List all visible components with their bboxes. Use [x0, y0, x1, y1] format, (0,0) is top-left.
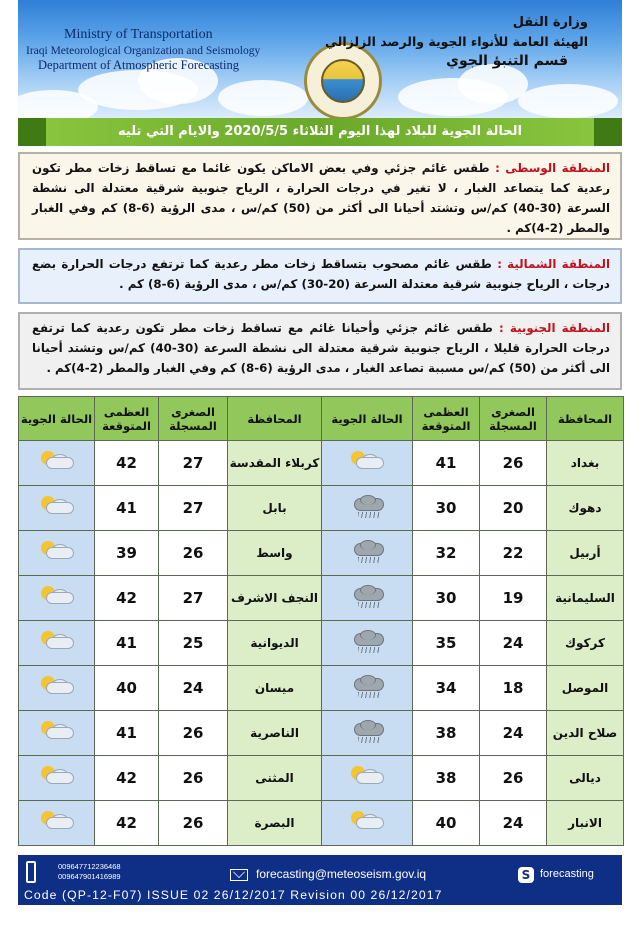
weather-cell — [322, 441, 413, 486]
email-address[interactable]: forecasting@meteoseism.gov.iq — [256, 867, 427, 881]
max-temp-cell: 42 — [95, 576, 159, 621]
max-temp-cell: 30 — [413, 486, 480, 531]
ministry-name-en: Ministry of Transportation — [64, 27, 213, 42]
table-row — [19, 441, 624, 486]
header-min-temp: الصغرى المسجلة — [480, 397, 547, 441]
province-cell: الموصل — [547, 666, 624, 711]
header-min-temp: الصغرى المسجلة — [159, 397, 228, 441]
province-cell: كركوك — [547, 621, 624, 666]
partly-cloudy-icon — [38, 585, 76, 607]
min-temp-cell: 26 — [159, 801, 228, 846]
organization-name-ar: الهيئة العامة للأنواء الجوية والرصد الزلزالي — [325, 33, 588, 49]
table-row — [19, 531, 624, 576]
department-name-en: Department of Atmospheric Forecasting — [38, 57, 239, 72]
weather-cell — [19, 801, 95, 846]
phone-number-1: 009647712236468 — [58, 862, 121, 871]
weather-cell — [322, 711, 413, 756]
table-row — [19, 576, 624, 621]
region-central — [18, 152, 622, 240]
min-temp-cell: 27 — [159, 576, 228, 621]
province-cell: واسط — [228, 531, 322, 576]
region-central-text: طقس غائم جزئي وفي بعض الاماكن يكون غائما مع تساقط زخات مطر تكون رعدية كما يتصاعد الغبار ، لا تغير في درجات الحرارة ، الرياح جنوبية شرقية معتدلة الى نشطة السرعة (30-40) كم/س وتشتد أحيانا الى أكثر من (50) كم/س ، مدى الرؤية (6-8) كم وفي الغبار والمطر (2-4)كم . — [32, 161, 610, 235]
province-cell: الانبار — [547, 801, 624, 846]
min-temp-cell: 19 — [480, 576, 547, 621]
max-temp-cell: 40 — [413, 801, 480, 846]
min-temp-cell: 24 — [480, 801, 547, 846]
table-row — [19, 756, 624, 801]
province-cell: أربيل — [547, 531, 624, 576]
header-province: المحافظة — [228, 397, 322, 441]
province-cell: دهوك — [547, 486, 624, 531]
table-row — [19, 621, 624, 666]
header-arabic — [325, 14, 588, 71]
footer-bar — [18, 855, 622, 905]
skype-icon: S — [518, 867, 534, 883]
region-north-text: طقس غائم مصحوب بتساقط زخات مطر رعدية كما ترتفع درجات الحرارة بضع درجات ، الرياح جنوبية شرقية معتدلة السرعة (20-30) كم/س ، مدى الرؤية (6-8) كم . — [32, 257, 610, 291]
min-temp-cell: 25 — [159, 621, 228, 666]
region-north-name: المنطقة الشمالية : — [497, 257, 610, 271]
header-weather: الحالة الجوية — [19, 397, 95, 441]
max-temp-cell: 40 — [95, 666, 159, 711]
region-north — [18, 248, 622, 304]
partly-cloudy-icon — [38, 495, 76, 517]
department-name-ar: قسم التنبؤ الجوي — [446, 52, 568, 69]
weather-cell — [19, 441, 95, 486]
weather-cell — [19, 531, 95, 576]
min-temp-cell: 27 — [159, 486, 228, 531]
title-corner-decoration — [18, 118, 46, 146]
min-temp-cell: 27 — [159, 441, 228, 486]
province-cell: الناصرية — [228, 711, 322, 756]
weather-cell — [19, 666, 95, 711]
phone-number-2: 009647901416989 — [58, 872, 121, 881]
partly-cloudy-icon — [348, 450, 386, 472]
phone-numbers — [58, 862, 121, 882]
rain-cloud-icon — [348, 540, 386, 562]
rain-cloud-icon — [348, 720, 386, 742]
max-temp-cell: 42 — [95, 801, 159, 846]
weather-cell — [19, 621, 95, 666]
page-title: الحالة الجوية للبلاد لهذا اليوم الثلاثاء 2020/5/5 والايام التي تليه — [118, 124, 522, 139]
max-temp-cell: 38 — [413, 756, 480, 801]
email-icon — [230, 869, 248, 881]
header-weather: الحالة الجوية — [322, 397, 413, 441]
weather-cell — [19, 756, 95, 801]
ministry-name-ar: وزارة النقل — [512, 15, 588, 30]
province-cell: السليمانية — [547, 576, 624, 621]
max-temp-cell: 42 — [95, 441, 159, 486]
partly-cloudy-icon — [38, 765, 76, 787]
rain-cloud-icon — [348, 675, 386, 697]
partly-cloudy-icon — [348, 765, 386, 787]
min-temp-cell: 24 — [159, 666, 228, 711]
forecast-table — [18, 396, 624, 846]
partly-cloudy-icon — [38, 450, 76, 472]
min-temp-cell: 26 — [159, 711, 228, 756]
weather-cell — [322, 576, 413, 621]
page-title-bar — [18, 118, 622, 146]
partly-cloudy-icon — [348, 810, 386, 832]
weather-cell — [322, 486, 413, 531]
region-south-text: طقس غائم جزئي وأحيانا غائم مع تساقط زخات مطر تكون رعدية كما ترتفع درجات الحرارة قليلا ، الرياح جنوبية شرقية معتدلة الى نشطة السرعة (30-40) كم/س وتشتد أحيانا الى أكثر من (50) كم/س مسببة تصاعد الغبار ، مدى الرؤية (6-8) كم وفي الغبار والمطر (2-4)كم . — [32, 321, 610, 375]
rain-cloud-icon — [348, 495, 386, 517]
weather-cell — [19, 486, 95, 531]
header-max-temp: العظمى المتوقعة — [413, 397, 480, 441]
partly-cloudy-icon — [38, 810, 76, 832]
province-cell: ميسان — [228, 666, 322, 711]
table-row — [19, 666, 624, 711]
province-cell: ديالى — [547, 756, 624, 801]
header-english — [26, 26, 260, 74]
province-cell: بابل — [228, 486, 322, 531]
partly-cloudy-icon — [38, 540, 76, 562]
region-central-name: المنطقة الوسطى : — [495, 161, 610, 175]
max-temp-cell: 41 — [95, 711, 159, 756]
province-cell: بغداد — [547, 441, 624, 486]
min-temp-cell: 26 — [159, 531, 228, 576]
weather-cell — [19, 576, 95, 621]
table-header-row — [19, 397, 624, 441]
title-corner-decoration — [594, 118, 622, 146]
min-temp-cell: 26 — [480, 441, 547, 486]
weather-cell — [322, 621, 413, 666]
min-temp-cell: 18 — [480, 666, 547, 711]
min-temp-cell: 24 — [480, 621, 547, 666]
province-cell: صلاح الدين — [547, 711, 624, 756]
province-cell: المثنى — [228, 756, 322, 801]
header-banner — [18, 0, 622, 118]
max-temp-cell: 42 — [95, 756, 159, 801]
min-temp-cell: 24 — [480, 711, 547, 756]
min-temp-cell: 26 — [480, 756, 547, 801]
header-province: المحافظة — [547, 397, 624, 441]
province-cell: النجف الاشرف — [228, 576, 322, 621]
table-row — [19, 486, 624, 531]
partly-cloudy-icon — [38, 630, 76, 652]
max-temp-cell: 30 — [413, 576, 480, 621]
table-row — [19, 801, 624, 846]
min-temp-cell: 22 — [480, 531, 547, 576]
region-south — [18, 312, 622, 390]
rain-cloud-icon — [348, 630, 386, 652]
weather-cell — [322, 531, 413, 576]
phone-icon — [26, 861, 36, 883]
province-cell: البصرة — [228, 801, 322, 846]
max-temp-cell: 41 — [95, 621, 159, 666]
max-temp-cell: 39 — [95, 531, 159, 576]
organization-name-en: Iraqi Meteorological Organization and Seismology — [26, 44, 261, 57]
max-temp-cell: 32 — [413, 531, 480, 576]
skype-handle[interactable]: forecasting — [540, 868, 594, 880]
partly-cloudy-icon — [38, 720, 76, 742]
document-code: Code (QP-12-F07) ISSUE 02 26/12/2017 Revision 00 26/12/2017 — [24, 888, 443, 902]
region-south-name: المنطقة الجنوبية : — [499, 321, 610, 335]
max-temp-cell: 41 — [95, 486, 159, 531]
header-max-temp: العظمى المتوقعة — [95, 397, 159, 441]
weather-cell — [322, 756, 413, 801]
weather-cell — [322, 666, 413, 711]
province-cell: الديوانية — [228, 621, 322, 666]
max-temp-cell: 35 — [413, 621, 480, 666]
max-temp-cell: 34 — [413, 666, 480, 711]
partly-cloudy-icon — [38, 675, 76, 697]
rain-cloud-icon — [348, 585, 386, 607]
max-temp-cell: 38 — [413, 711, 480, 756]
weather-cell — [19, 711, 95, 756]
min-temp-cell: 20 — [480, 486, 547, 531]
province-cell: كربلاء المقدسة — [228, 441, 322, 486]
min-temp-cell: 26 — [159, 756, 228, 801]
weather-cell — [322, 801, 413, 846]
max-temp-cell: 41 — [413, 441, 480, 486]
table-row — [19, 711, 624, 756]
